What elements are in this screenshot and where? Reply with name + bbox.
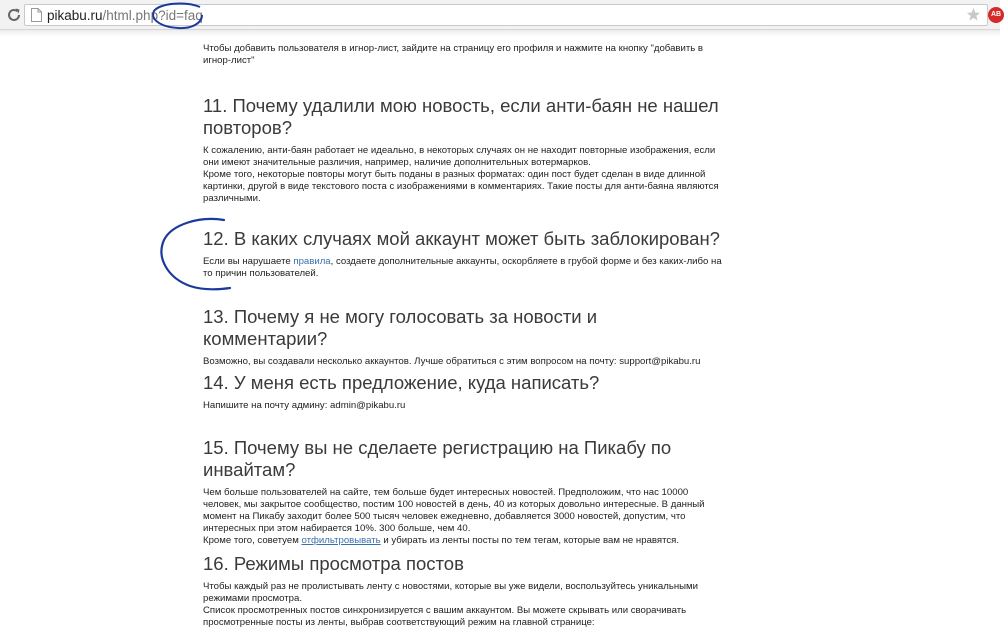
text-span: Если вы нарушаете (203, 256, 294, 267)
faq-item-11 (203, 95, 723, 205)
text-span: и убирать из ленты посты по тем тегам, которые вам не нравятся. (380, 535, 680, 546)
faq-item-12 (203, 228, 723, 280)
answer-text (203, 145, 723, 205)
faq-item-15 (203, 437, 723, 547)
question-title: 11. Почему удалили мою новость, если анти-баян не нашел повторов? (203, 95, 719, 138)
url-domain: pikabu.ru (47, 8, 103, 23)
adblock-icon[interactable]: AB (988, 7, 1004, 23)
reload-icon[interactable] (6, 7, 22, 23)
answer-paragraph: Кроме того, некоторые повторы могут быть поданы в разных форматах: один пост будет сделан в виде длинной картинки, другой в виде текстового поста с изображениями в комментариях. Такие посты для анти-баяна являются различными. (203, 169, 719, 204)
answer-paragraph: Список просмотренных постов синхронизируется с вашим аккаунтом. Вы можете скрывать или сворачивать просмотренные посты из ленты, выбрав соответствующий режим на главной странице: (203, 605, 687, 628)
filter-link[interactable]: отфильтровывать (301, 535, 381, 546)
address-bar[interactable] (24, 4, 988, 26)
text-span: Кроме того, советуем (203, 535, 302, 546)
answer-paragraph: Чтобы каждый раз не пролистывать ленту с новостями, которые вы уже видели, воспользуйтесь уникальными режимами просмотра. (203, 581, 698, 604)
rules-link[interactable]: правила (293, 256, 331, 267)
answer-text (203, 487, 723, 547)
answer-paragraph: К сожалению, анти-баян работает не идеально, в некоторых случаях он не находит повторные изображения, если они имеют значительные различия, например, наличие дополнительных вотермарков. (203, 145, 716, 168)
faq-item-13 (203, 306, 723, 368)
text-span: , создаете дополнительные аккаунты, оскорбляете в грубой форме и без каких-либо на то причин пользователей. (203, 256, 722, 279)
faq-item-16 (203, 553, 723, 629)
star-icon[interactable] (966, 7, 981, 22)
faq-intro (203, 43, 723, 67)
browser-toolbar (0, 0, 1000, 30)
answer-text: Возможно, вы создавали несколько аккаунтов. Лучше обратиться с этим вопросом на почту: support@pikabu.ru (203, 356, 701, 367)
answer-paragraph (203, 535, 723, 547)
url-text[interactable] (47, 7, 203, 24)
question-title: 12. В каких случаях мой аккаунт может быть заблокирован? (203, 228, 720, 249)
answer-text (203, 256, 723, 280)
answer-text: Напишите на почту админу: admin@pikabu.ru (203, 400, 406, 411)
answer-paragraph (203, 256, 723, 280)
question-title: 14. У меня есть предложение, куда написать? (203, 372, 600, 393)
question-title: 16. Режимы просмотра постов (203, 553, 464, 574)
faq-item-14 (203, 372, 723, 412)
answer-text (203, 581, 723, 629)
url-path: /html.php?id=faq (102, 8, 203, 23)
page-top-shadow (0, 30, 1000, 36)
page-icon (31, 8, 42, 22)
intro-text: Чтобы добавить пользователя в игнор-лист, зайдите на страницу его профиля и нажмите на кнопку "добавить в игнор-лист" (203, 43, 704, 66)
answer-paragraph: Чем больше пользователей на сайте, тем больше будет интересных новостей. Предположим, что нас 10000 человек, мы закрытое сообщество, постим 100 новостей в день, 40 из которых довольно интересные. В данный момент на Пикабу заходит более 500 тысяч человек ежедневно, добавляется 3000 новостей, допустим, что интересных при этом набирается 10%. 300 больше, чем 40. (203, 487, 705, 534)
question-title: 15. Почему вы не сделаете регистрацию на Пикабу по инвайтам? (203, 437, 672, 480)
question-title: 13. Почему я не могу голосовать за новости и комментарии? (203, 306, 598, 349)
